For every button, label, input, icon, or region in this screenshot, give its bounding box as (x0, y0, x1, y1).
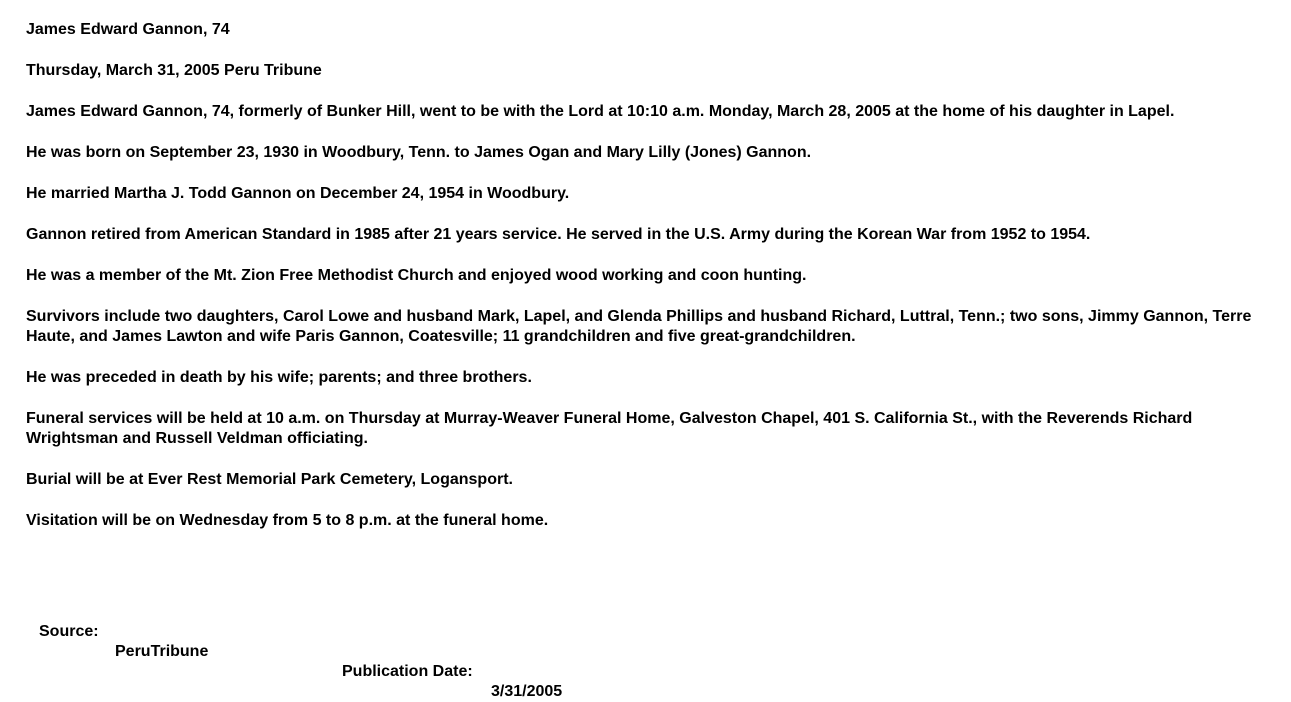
paragraph-marriage: He married Martha J. Todd Gannon on December 24, 1954 in Woodbury. (26, 185, 570, 202)
paragraph-death-notice: James Edward Gannon, 74, formerly of Bunker Hill, went to be with the Lord at 10:10 a.m. Monday, March 28, 2005 at the home of his daughter in Lapel. (26, 103, 1175, 120)
publication-date-label: Publication Date: (342, 663, 473, 680)
obituary-document (26, 20, 1276, 552)
obituary-dateline: Thursday, March 31, 2005 Peru Tribune (26, 62, 322, 79)
paragraph-visitation: Visitation will be on Wednesday from 5 to 8 p.m. at the funeral home. (26, 512, 549, 529)
paragraph-funeral: Funeral services will be held at 10 a.m. on Thursday at Murray-Weaver Funeral Home, Galveston Chapel, 401 S. California St., with the Reverends Richard Wrightsman and Russell Veldman officiating. (26, 410, 1193, 447)
paragraph-preceded: He was preceded in death by his wife; parents; and three brothers. (26, 369, 532, 386)
paragraph-survivors: Survivors include two daughters, Carol Lowe and husband Mark, Lapel, and Glenda Phillips and husband Richard, Luttral, Tenn.; two sons, Jimmy Gannon, Terre Haute, and James Lawton and wife Paris Gannon, Coatesville; 11 grandchildren and five great-grandchildren. (26, 308, 1252, 345)
obituary-heading: James Edward Gannon, 74 (26, 21, 230, 38)
paragraph-burial: Burial will be at Ever Rest Memorial Park Cemetery, Logansport. (26, 471, 513, 488)
paragraph-birth: He was born on September 23, 1930 in Woodbury, Tenn. to James Ogan and Mary Lilly (Jones) Gannon. (26, 144, 812, 161)
paragraph-career: Gannon retired from American Standard in 1985 after 21 years service. He served in the U.S. Army during the Korean War from 1952 to 1954. (26, 226, 1091, 243)
source-footer (39, 602, 563, 702)
paragraph-church-hobbies: He was a member of the Mt. Zion Free Methodist Church and enjoyed wood working and coon hunting. (26, 267, 807, 284)
source-label: Source: (39, 623, 99, 640)
source-value: PeruTribune (115, 643, 209, 660)
publication-date-value: 3/31/2005 (491, 683, 563, 700)
